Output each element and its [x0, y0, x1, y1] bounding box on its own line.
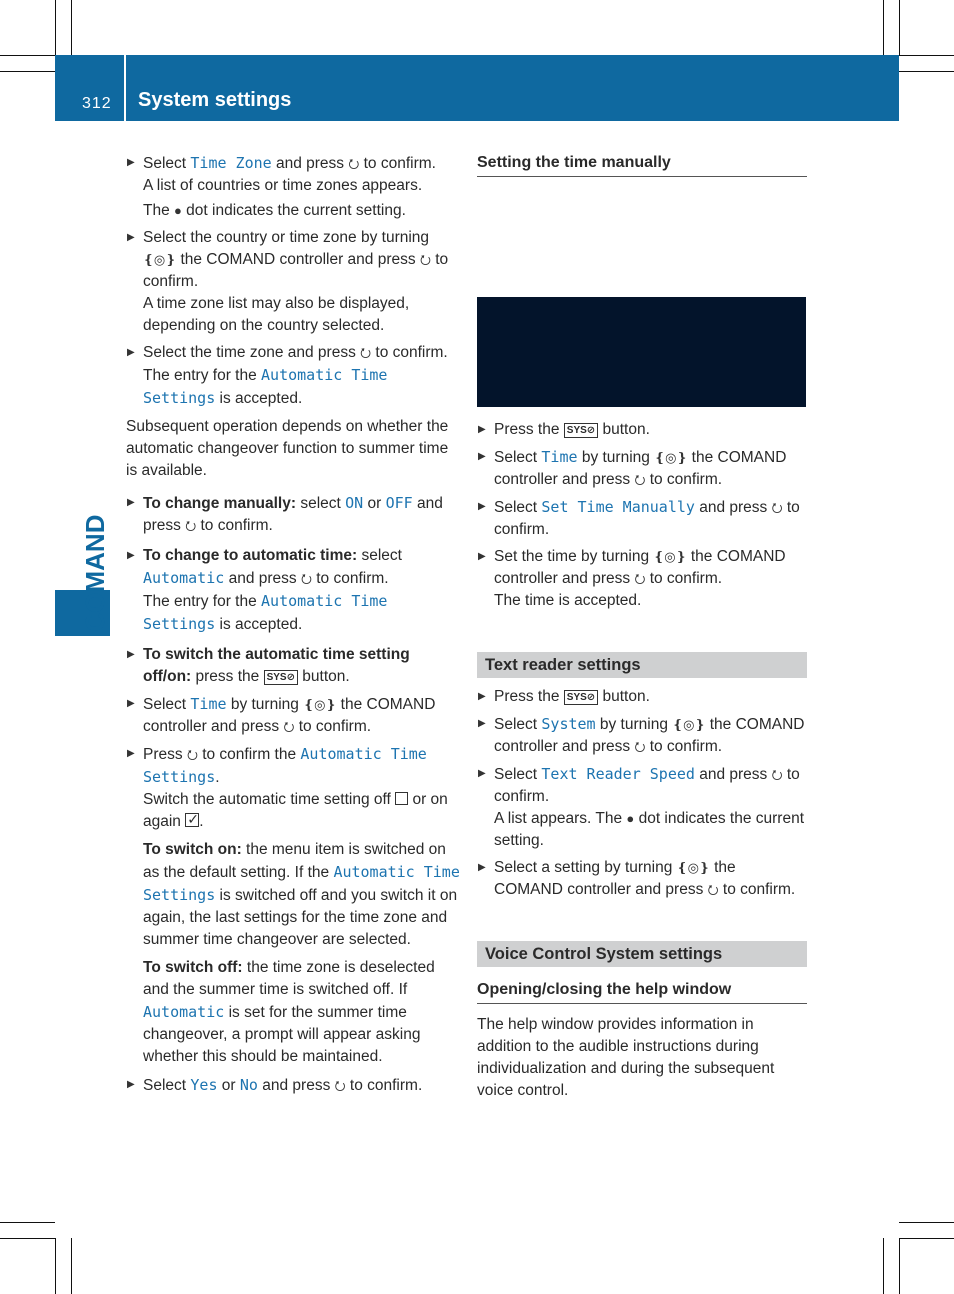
subheading-setting-time: Setting the time manually — [477, 152, 807, 177]
menu-item-time-zone: Time Zone — [190, 154, 272, 172]
step-text: or — [217, 1077, 240, 1094]
side-tab-label: COMAND — [80, 514, 110, 632]
step-text: the COMAND controller and press — [143, 696, 436, 735]
step-text: to confirm. — [645, 570, 723, 587]
crop-mark — [899, 55, 954, 56]
step-note — [143, 789, 462, 833]
sys-button-icon: SYS⊘ — [564, 690, 598, 705]
step-text: to confirm. — [645, 738, 723, 755]
step-select-yes-no — [126, 1074, 462, 1097]
step-text: Select — [494, 766, 542, 783]
step-text: the COMAND controller and press — [494, 716, 805, 755]
step-confirm-automatic — [126, 743, 462, 833]
crop-mark — [883, 0, 884, 55]
step-text: dot indicates the current setting. — [181, 202, 406, 219]
step-text: and press — [694, 499, 772, 516]
menu-item-text-reader-speed: Text Reader Speed — [541, 765, 695, 783]
turn-controller-icon: ❴◎❵ — [672, 717, 706, 732]
step-text: . — [199, 813, 204, 830]
press-icon: ⭮ — [283, 719, 295, 734]
page-title: System settings — [138, 89, 292, 111]
step-text: Select — [143, 696, 191, 713]
step-text: Select — [494, 449, 542, 466]
press-icon: ⭮ — [300, 571, 312, 586]
press-icon: ⭮ — [634, 472, 646, 487]
step-text: Press the — [494, 688, 564, 705]
menu-item-time: Time — [190, 695, 227, 713]
paragraph-text: is set for the summer time changeover, a prompt will appear asking whether this should be maintained. — [143, 1004, 421, 1065]
left-column — [126, 152, 462, 1102]
step-label: To change manually: — [143, 495, 297, 512]
crop-mark — [899, 0, 900, 55]
menu-item-on: ON — [345, 494, 364, 512]
step-text: Select — [143, 1077, 191, 1094]
step-text: The — [143, 202, 175, 219]
menu-item-automatic: Automatic — [143, 569, 225, 587]
press-icon: ⭮ — [771, 500, 783, 515]
step-text: and press — [224, 570, 301, 587]
step-text: dot indicates the current setting. — [494, 810, 805, 849]
step-text-reader-speed — [477, 763, 807, 852]
step-text: the COMAND controller and press — [494, 449, 787, 488]
turn-controller-icon: ❴◎❵ — [303, 697, 337, 712]
crop-mark — [55, 0, 56, 55]
sys-button-icon: SYS⊘ — [564, 423, 598, 438]
press-icon: ⭮ — [334, 1078, 346, 1093]
dot-icon: ● — [626, 811, 635, 826]
step-text: and press — [257, 1077, 335, 1094]
press-icon: ⭮ — [360, 345, 372, 360]
menu-item-automatic-time-settings: Automatic Time Settings — [143, 592, 388, 633]
step-select-setting — [477, 857, 807, 901]
press-icon: ⭮ — [185, 518, 197, 533]
step-select-time-zone-confirm — [126, 342, 462, 410]
page-number: 312 — [82, 95, 112, 112]
menu-item-time: Time — [541, 448, 578, 466]
crop-mark — [0, 55, 55, 56]
sys-button-icon: SYS⊘ — [264, 670, 298, 685]
menu-item-yes: Yes — [190, 1076, 218, 1094]
step-text: to confirm the — [197, 746, 301, 763]
step-text: or — [363, 495, 386, 512]
subheading-help-window: Opening/closing the help window — [477, 979, 807, 1004]
press-icon: ⭮ — [707, 882, 719, 897]
menu-item-no: No — [239, 1076, 258, 1094]
crop-mark — [71, 0, 72, 55]
step-text: button. — [598, 688, 650, 705]
step-text: Select a setting by turning — [494, 859, 677, 876]
crop-mark — [883, 1238, 884, 1294]
step-text: by turning — [577, 449, 655, 466]
step-note — [143, 364, 462, 410]
step-select-time — [126, 693, 462, 738]
step-text: and press — [143, 495, 443, 534]
step-text: Press the — [494, 421, 564, 438]
step-note: A time zone list may also be displayed, depending on the country selected. — [143, 295, 410, 334]
step-text: Press — [143, 746, 187, 763]
crop-mark — [899, 71, 954, 72]
step-text: press the — [191, 668, 264, 685]
unchecked-box-icon — [395, 792, 408, 805]
step-text: Select the country or time zone by turning — [143, 229, 430, 246]
step-text: the COMAND controller and press — [494, 548, 786, 587]
step-switch-automatic — [126, 644, 462, 688]
step-text: Select — [494, 716, 542, 733]
paragraph-switch-on — [143, 839, 462, 951]
step-text: Select the time zone and press — [143, 344, 361, 361]
step-note — [143, 200, 462, 222]
menu-item-set-time-manually: Set Time Manually — [541, 498, 695, 516]
paragraph: Subsequent operation depends on whether the automatic changeover function to summer time is available. — [126, 418, 449, 479]
turn-controller-icon: ❴◎❵ — [676, 860, 710, 875]
press-icon: ⭮ — [348, 156, 360, 171]
turn-controller-icon: ❴◎❵ — [654, 450, 688, 465]
turn-controller-icon: ❴◎❵ — [653, 549, 687, 564]
step-select-time — [477, 446, 807, 491]
header-bar — [55, 55, 899, 121]
crop-mark — [55, 1238, 56, 1294]
paragraph-label: To switch on: — [143, 841, 242, 858]
step-text: select — [357, 547, 402, 564]
step-text: to confirm. — [345, 1077, 423, 1094]
paragraph-label: To switch off: — [143, 959, 243, 976]
section-text-reader: Text reader settings — [477, 652, 807, 678]
step-text: Switch the automatic time setting off — [143, 791, 396, 808]
paragraph: The help window provides information in addition to the audible instructions during individualization and during the subsequent voice control. — [477, 1016, 775, 1099]
step-text: button. — [598, 421, 650, 438]
step-select-country — [126, 227, 462, 337]
step-note — [494, 808, 807, 852]
step-text: to confirm. — [311, 570, 389, 587]
step-text: by turning — [226, 696, 304, 713]
paragraph-text: is switched off and you switch it on again, the last settings for the time zone and summer time changeover are selected. — [143, 887, 458, 948]
step-text: The entry for the — [143, 367, 262, 384]
crop-mark — [899, 1238, 954, 1239]
menu-item-automatic: Automatic — [143, 1003, 225, 1021]
press-icon: ⭮ — [186, 747, 198, 762]
display-screenshot — [477, 297, 806, 407]
step-change-manually — [126, 492, 462, 537]
press-icon: ⭮ — [771, 767, 783, 782]
step-text: the COMAND controller and press — [176, 251, 420, 268]
step-text: and press — [694, 766, 772, 783]
step-set-time — [477, 546, 807, 612]
step-label: To switch the automatic time setting off/on: — [143, 646, 410, 685]
step-text: . — [215, 769, 220, 786]
menu-item-system: System — [541, 715, 596, 733]
step-text: is accepted. — [215, 390, 303, 407]
step-note: The time is accepted. — [494, 592, 642, 609]
crop-mark — [71, 1238, 72, 1294]
step-text: or on again — [143, 791, 448, 830]
step-text: is accepted. — [215, 616, 303, 633]
step-press-sys — [477, 419, 807, 441]
step-select-system — [477, 713, 807, 758]
step-text: Set the time by turning — [494, 548, 654, 565]
checked-box-icon — [185, 813, 199, 827]
step-change-automatic — [126, 545, 462, 636]
menu-item-off: OFF — [385, 494, 413, 512]
crop-mark — [899, 1238, 900, 1294]
step-text: to confirm. — [371, 344, 448, 361]
turn-controller-icon: ❴◎❵ — [143, 252, 177, 267]
step-text: A list appears. The — [494, 810, 627, 827]
crop-mark — [0, 1238, 55, 1239]
paragraph-text: the menu item is switched on as the default setting. If the — [143, 841, 446, 881]
step-label: To change to automatic time: — [143, 547, 358, 564]
paragraph-switch-off — [143, 957, 462, 1068]
step-text: to confirm. — [143, 251, 449, 290]
step-text: Select — [494, 499, 542, 516]
press-icon: ⭮ — [634, 739, 646, 754]
step-text: select — [296, 495, 346, 512]
step-text: Select — [143, 155, 191, 172]
step-note: A list of countries or time zones appears. — [143, 177, 423, 194]
paragraph-text: the time zone is deselected and the summer time is switched off. If — [143, 959, 435, 998]
step-text: to confirm. — [294, 718, 372, 735]
step-text: to confirm. — [718, 881, 796, 898]
menu-item-automatic-time-settings: Automatic Time Settings — [143, 863, 460, 904]
step-text: to confirm. — [196, 517, 273, 534]
step-text: to confirm. — [494, 766, 800, 805]
step-text: to confirm. — [645, 471, 723, 488]
step-text: by turning — [595, 716, 673, 733]
step-select-time-zone — [126, 152, 462, 222]
step-press-sys — [477, 686, 807, 708]
crop-mark — [0, 1222, 55, 1223]
menu-item-automatic-time-settings: Automatic Time Settings — [143, 745, 427, 786]
step-text: to confirm. — [494, 499, 800, 538]
step-text: The entry for the — [143, 593, 262, 610]
section-voice-control: Voice Control System settings — [477, 941, 807, 967]
menu-item-automatic-time-settings: Automatic Time Settings — [143, 366, 388, 407]
right-column — [477, 152, 807, 1102]
step-text: the COMAND controller and press — [494, 859, 736, 898]
step-text: button. — [297, 668, 350, 685]
crop-mark — [899, 1222, 954, 1223]
step-text: and press — [271, 155, 349, 172]
crop-mark — [0, 71, 55, 72]
step-text: to confirm. — [359, 155, 436, 172]
dot-icon: ● — [174, 203, 182, 218]
header-divider — [124, 55, 126, 121]
press-icon: ⭮ — [634, 571, 646, 586]
press-icon: ⭮ — [419, 252, 431, 267]
step-note — [143, 590, 462, 636]
step-set-time-manually — [477, 496, 807, 541]
